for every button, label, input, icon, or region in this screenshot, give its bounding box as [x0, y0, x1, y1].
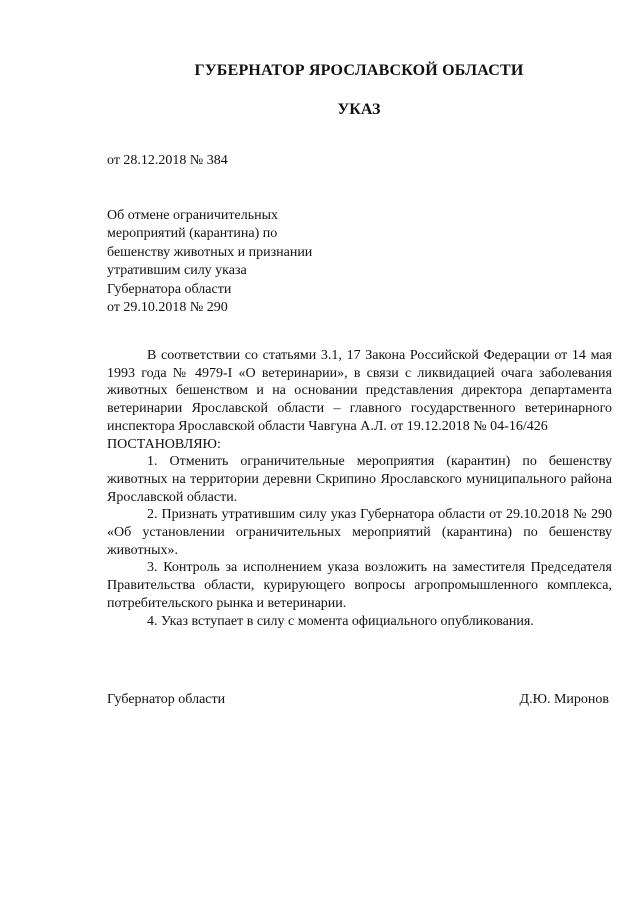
decree-subject — [107, 207, 312, 317]
issuing-authority-heading: ГУБЕРНАТОР ЯРОСЛАВСКОЙ ОБЛАСТИ — [194, 62, 524, 79]
preamble-paragraph: В соответствии со статьями 3.1, 17 Закона Российской Федерации от 14 мая 1993 года № 4979-I «О ветеринарии», в связи с ликвидацией очага заболевания животных бешенством и на основании представления директора департамента ветеринарии Ярославской области – главного государственного ветеринарного инспектора Ярославской области Чавгуна А.Л. от 19.12.2018 № 04-16/426 — [107, 348, 612, 434]
decree-item-1: 1. Отменить ограничительные мероприятия (карантин) по бешенству животных на территории деревни Скрипино Ярославского муниципального района Ярославской области. — [107, 454, 612, 505]
resolve-word: ПОСТАНОВЛЯЮ: — [107, 436, 221, 452]
decree-item-2: 2. Признать утратившим силу указ Губернатора области от 29.10.2018 № 290 «Об установлении ограничительных мероприятий (карантина) по бешенству животных». — [107, 507, 612, 558]
subject-line: Губернатора области — [107, 281, 232, 297]
document-type-heading: УКАЗ — [337, 101, 381, 118]
signatory-position: Губернатор области — [107, 692, 226, 707]
subject-line: утратившим силу указа — [107, 263, 247, 279]
decree-date-number: от 28.12.2018 № 384 — [107, 153, 228, 168]
subject-line: Об отмене ограничительных — [107, 208, 279, 223]
signatory-name: Д.Ю. Миронов — [519, 692, 609, 707]
decree-item-3: 3. Контроль за исполнением указа возложить на заместителя Председателя Правительства области, курирующего вопросы агропромышленного комплекса, потребительского рынка и ветеринарии. — [107, 560, 612, 611]
decree-item-4: 4. Указ вступает в силу с момента официального опубликования. — [147, 613, 534, 629]
subject-line: мероприятий (карантина) по — [107, 226, 278, 242]
subject-line: бешенству животных и признании — [107, 244, 313, 260]
decree-body — [107, 347, 612, 630]
subject-line: от 29.10.2018 № 290 — [107, 300, 228, 316]
